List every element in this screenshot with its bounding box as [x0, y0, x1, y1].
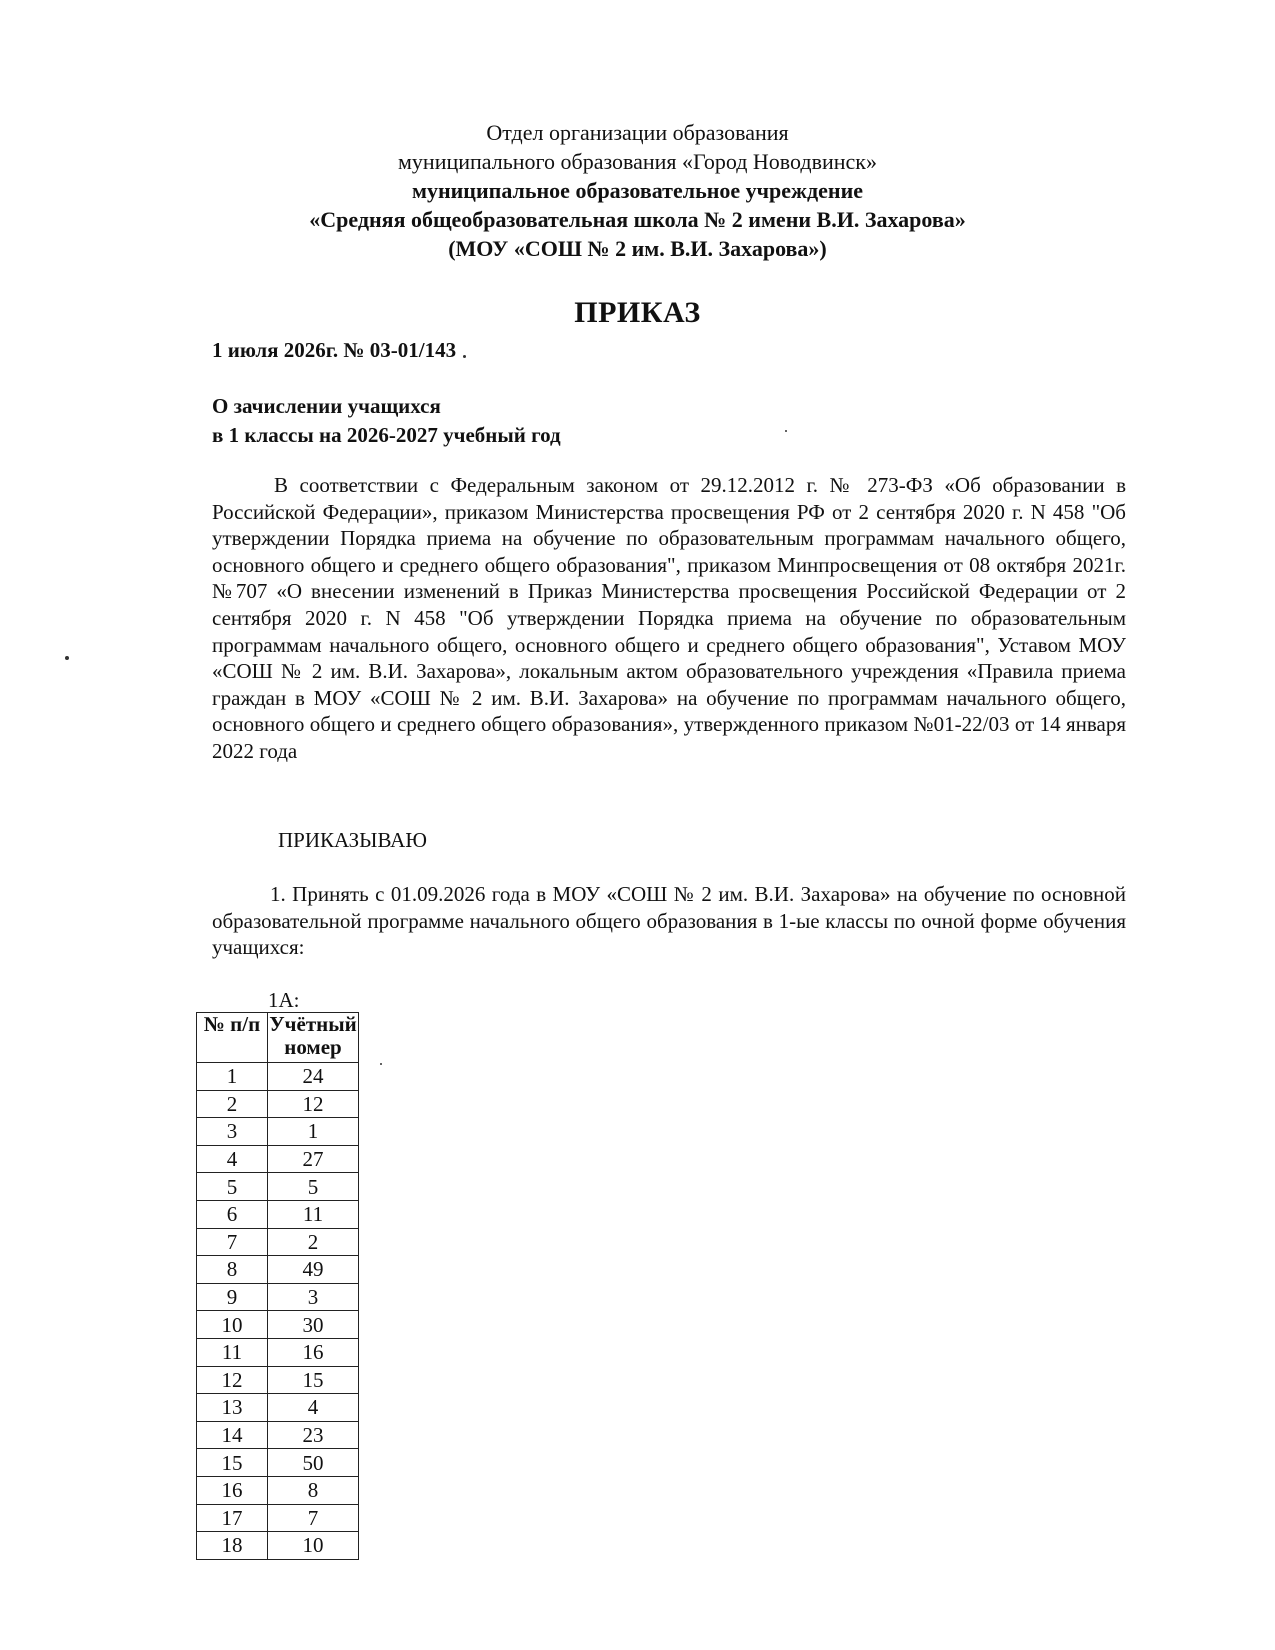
order-date-number: 1 июля 2026г. № 03-01/143	[212, 338, 457, 362]
row-number-cell: 2	[197, 1090, 268, 1118]
row-number-cell: 15	[197, 1449, 268, 1477]
scan-speck	[463, 355, 466, 358]
registration-number-cell: 11	[268, 1200, 359, 1228]
registration-number-cell: 12	[268, 1090, 359, 1118]
column-header-number: № п/п	[197, 1013, 268, 1063]
column-header-registration: Учётный номер	[268, 1013, 359, 1063]
row-number-cell: 6	[197, 1200, 268, 1228]
subject-line-2: в 1 классы на 2026-2027 учебный год	[212, 423, 561, 447]
header-department: Отдел организации образования	[486, 120, 789, 145]
table-row	[197, 1394, 359, 1422]
table-row	[197, 1366, 359, 1394]
table-row	[197, 1449, 359, 1477]
table-row	[197, 1200, 359, 1228]
row-number-cell: 14	[197, 1421, 268, 1449]
row-number-cell: 8	[197, 1256, 268, 1284]
header-municipality: муниципального образования «Город Новодвинск»	[398, 149, 877, 174]
table-row	[197, 1173, 359, 1201]
registration-number-cell: 1	[268, 1118, 359, 1146]
registration-number-cell: 10	[268, 1532, 359, 1560]
table-row	[197, 1145, 359, 1173]
registration-number-cell: 23	[268, 1421, 359, 1449]
table-row	[197, 1421, 359, 1449]
registration-number-cell: 30	[268, 1311, 359, 1339]
row-number-cell: 5	[197, 1173, 268, 1201]
header-school-abbr: (МОУ «СОШ № 2 им. В.И. Захарова»)	[448, 236, 827, 261]
table-row	[197, 1063, 359, 1091]
registration-number-cell: 27	[268, 1145, 359, 1173]
registration-number-cell: 24	[268, 1063, 359, 1091]
table-row	[197, 1311, 359, 1339]
table-body	[197, 1063, 359, 1560]
table-row	[197, 1256, 359, 1284]
registration-number-cell: 16	[268, 1338, 359, 1366]
row-number-cell: 4	[197, 1145, 268, 1173]
order-item-1: 1. Принять с 01.09.2026 года в МОУ «СОШ № 2 им. В.И. Захарова» на обучение по основной образовательной программе начального общего образования в 1-ые классы по очной форме обучения учащихся:	[212, 882, 1126, 960]
registration-number-cell: 3	[268, 1283, 359, 1311]
row-number-cell: 17	[197, 1504, 268, 1532]
row-number-cell: 13	[197, 1394, 268, 1422]
registration-number-cell: 5	[268, 1173, 359, 1201]
table-row	[197, 1118, 359, 1146]
header-school-name: «Средняя общеобразовательная школа № 2 имени В.И. Захарова»	[309, 207, 966, 232]
registration-number-cell: 2	[268, 1228, 359, 1256]
table-row	[197, 1476, 359, 1504]
registration-number-cell: 8	[268, 1476, 359, 1504]
order-directive-word: ПРИКАЗЫВАЮ	[278, 828, 427, 852]
row-number-cell: 3	[197, 1118, 268, 1146]
legal-basis-paragraph: В соответствии с Федеральным законом от 29.12.2012 г. № 273-ФЗ «Об образовании в Российской Федерации», приказом Министерства просвещения РФ от 2 сентября 2020 г. N 458 "Об утверждении Порядка приема на обучение по образовательным программам начального общего, основного общего и среднего общего образования", приказом Минпросвещения от 08 октября 2021г. №707 «О внесении изменений в Приказ Министерства просвещения Российской Федерации от 2 сентября 2020 г. N 458 "Об утверждении Порядка приема на обучение по образовательным программам начального общего, основного общего и среднего общего образования", Уставом МОУ «СОШ № 2 им. В.И. Захарова», локальным актом образовательного учреждения «Правила приема граждан в МОУ «СОШ № 2 им. В.И. Захарова» на обучение по программам начального общего, основного общего и среднего общего образования», утвержденного приказом №01-22/03 от 14 января 2022 года	[212, 473, 1126, 763]
row-number-cell: 7	[197, 1228, 268, 1256]
table-row	[197, 1090, 359, 1118]
table-header-row	[197, 1013, 359, 1063]
table-row	[197, 1532, 359, 1560]
class-label: 1А:	[268, 988, 300, 1012]
registration-number-cell: 15	[268, 1366, 359, 1394]
row-number-cell: 11	[197, 1338, 268, 1366]
registration-number-cell: 50	[268, 1449, 359, 1477]
table-row	[197, 1338, 359, 1366]
table-row	[197, 1504, 359, 1532]
registration-number-cell: 4	[268, 1394, 359, 1422]
subject-line-1: О зачислении учащихся	[212, 394, 441, 418]
order-subject	[212, 392, 561, 450]
table-row	[197, 1228, 359, 1256]
table-row	[197, 1283, 359, 1311]
row-number-cell: 1	[197, 1063, 268, 1091]
header-institution-type: муниципальное образовательное учреждение	[411, 178, 864, 203]
document-header	[0, 118, 1275, 263]
student-roster-table	[196, 1012, 359, 1560]
registration-number-cell: 7	[268, 1504, 359, 1532]
row-number-cell: 12	[197, 1366, 268, 1394]
row-number-cell: 18	[197, 1532, 268, 1560]
row-number-cell: 16	[197, 1476, 268, 1504]
row-number-cell: 9	[197, 1283, 268, 1311]
document-title: ПРИКАЗ	[574, 296, 701, 329]
scan-speck	[380, 1063, 382, 1065]
scan-speck	[785, 430, 787, 432]
registration-number-cell: 49	[268, 1256, 359, 1284]
scan-speck	[65, 656, 69, 660]
row-number-cell: 10	[197, 1311, 268, 1339]
